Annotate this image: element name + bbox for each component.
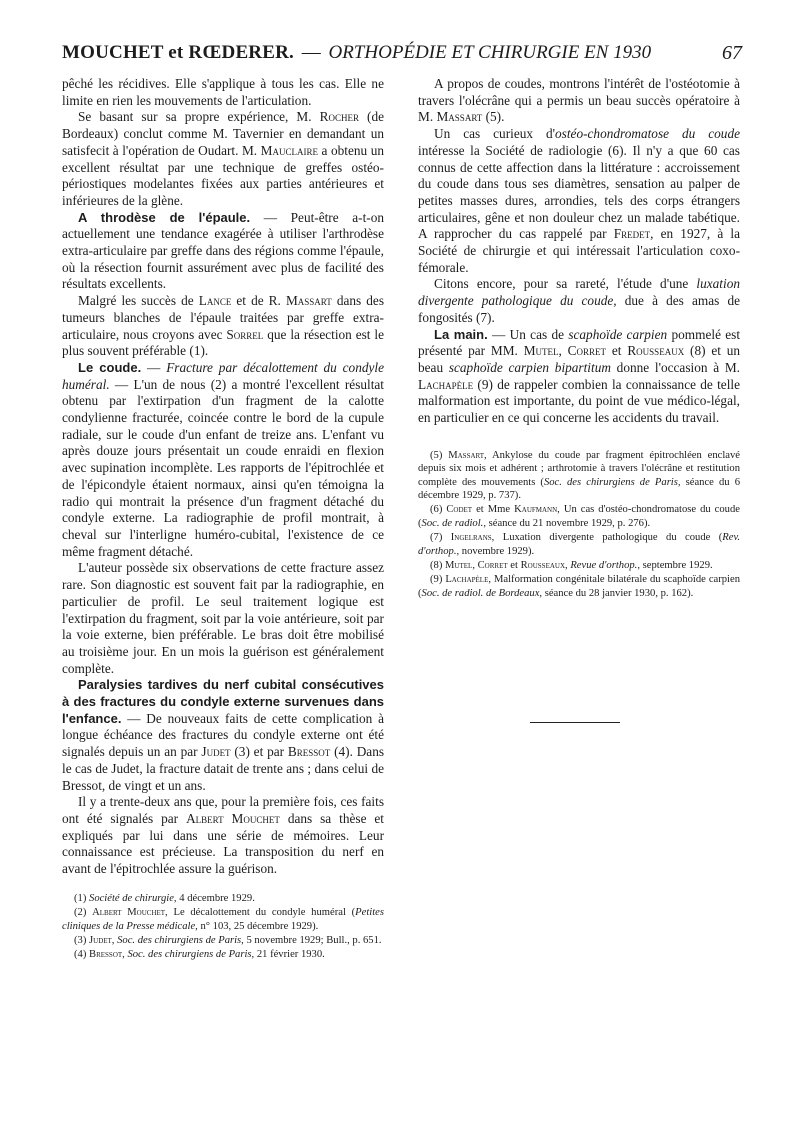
footnote: (1) Société de chirurgie, 4 décembre 1929. <box>74 892 255 904</box>
footnote: (7) Ingelrans, Luxation divergente pathologique du coude (Rev. d'orthop., novembre 1929). <box>418 532 741 557</box>
paragraph: A propos de coudes, montrons l'intérêt de l'ostéotomie à travers l'olécrâne qui a permis un beau succès opératoire à M. Massart (5). <box>418 76 740 125</box>
footnotes-left <box>62 892 384 962</box>
paragraph: Se basant sur sa propre expérience, M. Rocher (de Bordeaux) conclut comme M. Tavernier en demandant un satisfecit à l'opération de Oudart. M. Mauclaire a obtenu un excellent résultat par une technique de greffes ostéo-périostiques modelantes fixées aux parties antérieures et inférieures de la glène. <box>62 109 385 208</box>
footnote: (3) Judet, Soc. des chirurgiens de Paris, 5 novembre 1929; Bull., p. 651. <box>74 934 382 946</box>
paragraph: Il y a trente-deux ans que, pour la première fois, ces faits ont été signalés par Albert Mouchet dans sa thèse et expliqués par lui dans une série de mémoires. Leur connaissance est précieuse. La transposition du nerf en avant de l'épitrochlée assure la guérison. <box>62 794 385 877</box>
paragraph: La main. — Un cas de scaphoïde carpien pommelé est présenté par MM. Mutel, Corret et Rousseaux (8) et un beau scaphoïde carpien bipartitum donne l'occasion à M. Lachapèle (9) de rappeler combien la connaissance de telle malformation est importante, du point de vue médico-légal, en particulier en ce qui concerne les accidents du travail. <box>418 326 741 426</box>
paragraph: Malgré les succès de Lance et de R. Massart dans des tumeurs blanches de l'épaule traitées par greffe extra-articulaire, nous croyons avec Sorrel que la résection est le plus souvent préférable (1). <box>62 293 385 359</box>
section-divider <box>530 722 620 723</box>
header-title: ORTHOPÉDIE ET CHIRURGIE EN 1930 <box>328 42 652 63</box>
footnote: (2) Albert Mouchet, Le décalottement du condyle huméral (Petites cliniques de la Presse médicale, n° 103, 25 décembre 1929). <box>62 907 384 932</box>
author-name: Massart <box>285 293 332 309</box>
author-name: Massart <box>436 109 483 125</box>
paragraph: pêché les récidives. Elle s'applique à tous les cas. Elle ne limite en rien les mouvements de l'articulation. <box>62 76 384 108</box>
author-name: Bressot <box>287 744 331 760</box>
footnote: (6) Codet et Mme Kaufmann, Un cas d'ostéo-chondromatose du coude (Soc. de radiol., séance du 21 novembre 1929, p. 276). <box>418 504 740 529</box>
footnote: (5) Massart, Ankylose du coude par fragment épitrochléen enclavé depuis six mois et adhérent ; arthrotomie à travers l'olécrâne et restitution complète des mouvements (Soc. des chirurgiens de Paris, séance du 6 décembre 1929, p. 737). <box>418 449 740 501</box>
paragraph: Paralysies tardives du nerf cubital consécutives à des fractures du condyle externe survenues dans l'enfance. — De nouveaux faits de cette complication à longue échéance des fractures du condyle externe ont été signalés depuis un an par Judet (3) et par Bressot (4). Dans le cas de Judet, la fracture datait de trente ans ; dans celui de Bressot, de vingt et un ans. <box>62 677 385 793</box>
running-header <box>62 42 742 64</box>
paragraph: A throdèse de l'épaule. — Peut-être a-t-on actuellement une tendance exagérée à utiliser l'arthrodèse extra-articulaire par greffe dans des régions comme l'épaule, où la résection fournit assurément avec plus de facilité des résultats excellents. <box>62 209 384 292</box>
left-column <box>62 76 384 963</box>
subheading-italic: Fracture par décalottement du condyle huméral. <box>62 359 385 392</box>
author-name: Lance <box>198 293 232 309</box>
author-name: Lachapèle <box>418 376 474 392</box>
author-name: Mutel, Corret <box>523 343 607 359</box>
paragraph: Citons encore, pour sa rareté, l'étude d'une luxation divergente pathologique du coude, due à des amas de fongosités (7). <box>418 276 740 325</box>
author-name: Mauclaire <box>260 142 318 158</box>
footnotes-right <box>418 449 740 600</box>
author-name: Rousseaux <box>627 343 685 359</box>
author-name: Judet <box>201 744 231 760</box>
footnote: (4) Bressot, Soc. des chirurgiens de Paris, 21 février 1930. <box>74 949 325 961</box>
paragraph: Un cas curieux d'ostéo-chondromatose du coude intéresse la Société de radiologie (6). Il n'y a que 60 cas connus de cette affection dans la littérature : accroissement du coude dans tous ses diamètres, sensation au palper de petites masses dures, arrondies, tels des corps étrangers articulaires, gêne et non douleur chez un malade tabétique. A rapprocher du cas rappelé par Fredet, en 1927, à la Société de chirurgie et qui intéressait l'articulation coxo-fémorale. <box>418 126 741 275</box>
header-dash: — <box>301 42 321 63</box>
author-name: Albert Mouchet <box>186 810 280 826</box>
author-name: Fredet <box>613 226 651 242</box>
section-heading: Le coude. <box>78 359 142 375</box>
author-name: Rocher <box>319 109 359 125</box>
section-heading: A throdèse de l'épaule. <box>78 209 251 225</box>
section-heading: Paralysies tardives du nerf cubital consécutives à des fractures du condyle externe survenues dans l'enfance. <box>62 677 384 726</box>
section-heading: La main. <box>434 326 488 342</box>
paragraph: L'auteur possède six observations de cette fracture assez rare. Son diagnostic est souvent fait par la radiographie, en particulier de profil. Le seul traitement logique est l'extirpation du fragment, soit par la voie antérieure, soit par la voie externe, bien préférable. Le bras doit être mobilisé au troisième jour. En un mois la guérison est généralement complète. <box>62 560 384 676</box>
paragraph: Le coude. — Fracture par décalottement du condyle huméral. — L'un de nous (2) a montré l'excellent résultat obtenu par l'extirpation d'un fragment de la calotte condylienne fracturée, coincée contre le bord de la cupule radiale, sur le coude d'un enfant de treize ans. L'enfant vu après douze jours présentait un coude enraidi en flexion avec supination incomplète. Les rapports de l'épitrochlée et de l'épicondyle étaient normaux, ainsi qu'en témoigna la radio qui montrait la présence d'un fragment détaché du condyle externe. La radiographie de profil montrait, à cheval sur l'interligne huméro-cubital, l'existence de ce même fragment détaché. <box>62 359 385 559</box>
page-number: 67 <box>722 42 742 64</box>
author-name: Sorrel <box>226 326 264 342</box>
header-authors: MOUCHET et RŒDERER. <box>62 42 294 63</box>
footnote: (9) Lachapèle, Malformation congénitale bilatérale du scaphoïde carpien (Soc. de radiol. de Bordeaux, séance du 28 janvier 1930, p. 162). <box>418 574 740 599</box>
right-column <box>418 76 740 601</box>
footnote: (8) Mutel, Corret et Rousseaux, Revue d'orthop., septembre 1929. <box>430 560 713 572</box>
